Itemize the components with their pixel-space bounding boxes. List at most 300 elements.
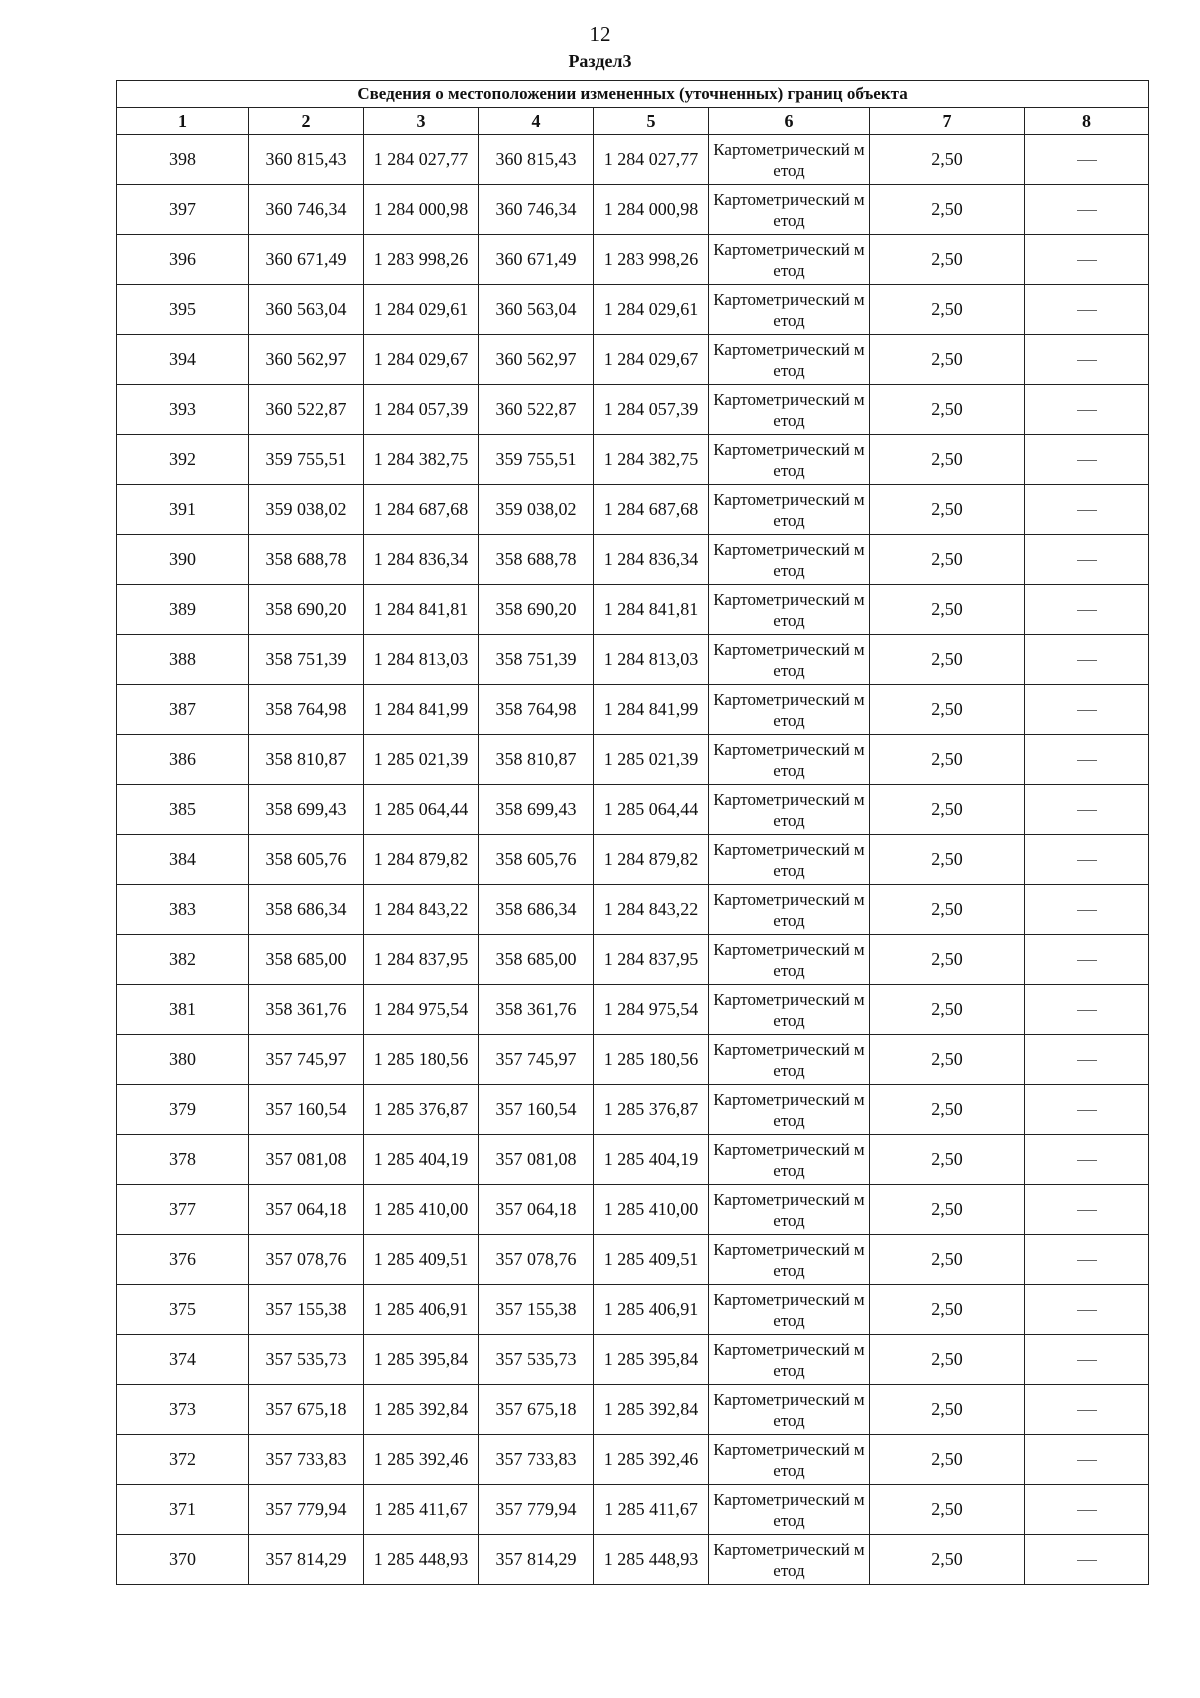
old-y-cell: 1 285 392,46 [364, 1435, 479, 1485]
method-cell: Картометрический метод [709, 1085, 870, 1135]
new-x-cell: 357 155,38 [479, 1285, 594, 1335]
old-x-cell: 358 605,76 [249, 835, 364, 885]
old-y-cell: 1 285 392,84 [364, 1385, 479, 1435]
new-x-cell: 357 675,18 [479, 1385, 594, 1435]
method-cell: Картометрический метод [709, 935, 870, 985]
table-row [117, 885, 1149, 935]
section-title: Раздел3 [568, 51, 632, 71]
table-row [117, 1135, 1149, 1185]
method-cell: Картометрический метод [709, 335, 870, 385]
column-header-row [117, 108, 1149, 135]
new-y-cell: 1 284 029,67 [594, 335, 709, 385]
old-x-cell: 357 675,18 [249, 1385, 364, 1435]
old-x-cell: 358 686,34 [249, 885, 364, 935]
new-x-cell: 358 699,43 [479, 785, 594, 835]
new-x-cell: 358 686,34 [479, 885, 594, 935]
accuracy-cell: 2,50 [870, 385, 1025, 435]
description-cell [1025, 235, 1149, 285]
new-y-cell: 1 285 064,44 [594, 785, 709, 835]
new-y-cell: 1 285 406,91 [594, 1285, 709, 1335]
old-x-cell: 358 751,39 [249, 635, 364, 685]
method-cell: Картометрический метод [709, 385, 870, 435]
table-row [117, 435, 1149, 485]
new-x-cell: 358 751,39 [479, 635, 594, 685]
accuracy-cell: 2,50 [870, 1035, 1025, 1085]
method-cell: Картометрический метод [709, 485, 870, 535]
old-y-cell: 1 285 064,44 [364, 785, 479, 835]
dash-mark [1077, 1360, 1097, 1361]
dash-mark [1077, 210, 1097, 211]
description-cell [1025, 785, 1149, 835]
dash-mark [1077, 810, 1097, 811]
new-x-cell: 358 685,00 [479, 935, 594, 985]
dash-mark [1077, 960, 1097, 961]
table-row [117, 785, 1149, 835]
column-header: 8 [1025, 108, 1149, 135]
dash-mark [1077, 610, 1097, 611]
new-y-cell: 1 284 879,82 [594, 835, 709, 885]
dash-mark [1077, 1310, 1097, 1311]
new-y-cell: 1 284 975,54 [594, 985, 709, 1035]
table-row [117, 485, 1149, 535]
accuracy-cell: 2,50 [870, 1185, 1025, 1235]
point-number-cell: 382 [117, 935, 249, 985]
table-row [117, 1435, 1149, 1485]
old-y-cell: 1 284 841,81 [364, 585, 479, 635]
new-y-cell: 1 285 410,00 [594, 1185, 709, 1235]
point-number-cell: 383 [117, 885, 249, 935]
accuracy-cell: 2,50 [870, 585, 1025, 635]
new-x-cell: 358 688,78 [479, 535, 594, 585]
dash-mark [1077, 1260, 1097, 1261]
new-y-cell: 1 285 392,46 [594, 1435, 709, 1485]
new-x-cell: 358 605,76 [479, 835, 594, 885]
old-x-cell: 359 038,02 [249, 485, 364, 535]
new-x-cell: 357 160,54 [479, 1085, 594, 1135]
accuracy-cell: 2,50 [870, 635, 1025, 685]
dash-mark [1077, 860, 1097, 861]
column-header: 1 [117, 108, 249, 135]
description-cell [1025, 385, 1149, 435]
point-number-cell: 385 [117, 785, 249, 835]
old-x-cell: 358 810,87 [249, 735, 364, 785]
column-header: 5 [594, 108, 709, 135]
new-x-cell: 358 361,76 [479, 985, 594, 1035]
method-cell: Картометрический метод [709, 435, 870, 485]
point-number-cell: 387 [117, 685, 249, 735]
dash-mark [1077, 360, 1097, 361]
old-y-cell: 1 284 687,68 [364, 485, 479, 535]
point-number-cell: 379 [117, 1085, 249, 1135]
method-cell: Картометрический метод [709, 885, 870, 935]
new-y-cell: 1 283 998,26 [594, 235, 709, 285]
new-y-cell: 1 284 687,68 [594, 485, 709, 535]
accuracy-cell: 2,50 [870, 235, 1025, 285]
description-cell [1025, 585, 1149, 635]
new-x-cell: 357 078,76 [479, 1235, 594, 1285]
old-y-cell: 1 284 837,95 [364, 935, 479, 985]
method-cell: Картометрический метод [709, 1185, 870, 1235]
point-number-cell: 396 [117, 235, 249, 285]
old-y-cell: 1 285 410,00 [364, 1185, 479, 1235]
table-row [117, 1535, 1149, 1585]
dash-mark [1077, 910, 1097, 911]
point-number-cell: 393 [117, 385, 249, 435]
old-y-cell: 1 285 411,67 [364, 1485, 479, 1535]
new-x-cell: 360 563,04 [479, 285, 594, 335]
table-row [117, 535, 1149, 585]
new-y-cell: 1 284 057,39 [594, 385, 709, 435]
table-caption: Сведения о местоположении измененных (уточненных) границ объекта [117, 81, 1149, 108]
description-cell [1025, 535, 1149, 585]
point-number-cell: 371 [117, 1485, 249, 1535]
description-cell [1025, 635, 1149, 685]
point-number-cell: 398 [117, 135, 249, 185]
old-x-cell: 358 699,43 [249, 785, 364, 835]
dash-mark [1077, 160, 1097, 161]
point-number-cell: 390 [117, 535, 249, 585]
old-y-cell: 1 285 404,19 [364, 1135, 479, 1185]
dash-mark [1077, 760, 1097, 761]
old-y-cell: 1 283 998,26 [364, 235, 479, 285]
point-number-cell: 392 [117, 435, 249, 485]
method-cell: Картометрический метод [709, 635, 870, 685]
column-header: 6 [709, 108, 870, 135]
point-number-cell: 377 [117, 1185, 249, 1235]
new-y-cell: 1 285 411,67 [594, 1485, 709, 1535]
table-row [117, 1185, 1149, 1235]
new-x-cell: 357 814,29 [479, 1535, 594, 1585]
old-x-cell: 357 779,94 [249, 1485, 364, 1535]
new-y-cell: 1 285 404,19 [594, 1135, 709, 1185]
point-number-cell: 381 [117, 985, 249, 1035]
table-row [117, 185, 1149, 235]
method-cell: Картометрический метод [709, 1135, 870, 1185]
table-row [117, 635, 1149, 685]
new-y-cell: 1 284 813,03 [594, 635, 709, 685]
old-x-cell: 360 815,43 [249, 135, 364, 185]
description-cell [1025, 1185, 1149, 1235]
accuracy-cell: 2,50 [870, 735, 1025, 785]
point-number-cell: 372 [117, 1435, 249, 1485]
new-y-cell: 1 284 843,22 [594, 885, 709, 935]
table-row [117, 335, 1149, 385]
old-x-cell: 358 361,76 [249, 985, 364, 1035]
new-x-cell: 358 764,98 [479, 685, 594, 735]
point-number-cell: 374 [117, 1335, 249, 1385]
table-row [117, 935, 1149, 985]
new-x-cell: 360 522,87 [479, 385, 594, 435]
point-number-cell: 395 [117, 285, 249, 335]
point-number-cell: 384 [117, 835, 249, 885]
dash-mark [1077, 1560, 1097, 1561]
new-x-cell: 357 733,83 [479, 1435, 594, 1485]
new-y-cell: 1 284 382,75 [594, 435, 709, 485]
dash-mark [1077, 1010, 1097, 1011]
dash-mark [1077, 560, 1097, 561]
new-x-cell: 357 779,94 [479, 1485, 594, 1535]
old-y-cell: 1 284 057,39 [364, 385, 479, 435]
old-y-cell: 1 284 879,82 [364, 835, 479, 885]
method-cell: Картометрический метод [709, 735, 870, 785]
description-cell [1025, 285, 1149, 335]
accuracy-cell: 2,50 [870, 1235, 1025, 1285]
accuracy-cell: 2,50 [870, 785, 1025, 835]
old-y-cell: 1 285 409,51 [364, 1235, 479, 1285]
dash-mark [1077, 460, 1097, 461]
accuracy-cell: 2,50 [870, 835, 1025, 885]
accuracy-cell: 2,50 [870, 1435, 1025, 1485]
point-number-cell: 391 [117, 485, 249, 535]
point-number-cell: 376 [117, 1235, 249, 1285]
table-row [117, 1085, 1149, 1135]
old-y-cell: 1 285 448,93 [364, 1535, 479, 1585]
method-cell: Картометрический метод [709, 985, 870, 1035]
point-number-cell: 388 [117, 635, 249, 685]
table-row [117, 685, 1149, 735]
old-y-cell: 1 285 376,87 [364, 1085, 479, 1135]
dash-mark [1077, 310, 1097, 311]
old-x-cell: 357 733,83 [249, 1435, 364, 1485]
table-row [117, 835, 1149, 885]
method-cell: Картометрический метод [709, 785, 870, 835]
description-cell [1025, 1135, 1149, 1185]
old-y-cell: 1 284 029,61 [364, 285, 479, 335]
old-x-cell: 357 081,08 [249, 1135, 364, 1185]
new-x-cell: 360 746,34 [479, 185, 594, 235]
new-y-cell: 1 285 180,56 [594, 1035, 709, 1085]
table-row [117, 985, 1149, 1035]
description-cell [1025, 1085, 1149, 1135]
description-cell [1025, 935, 1149, 985]
dash-mark [1077, 1110, 1097, 1111]
point-number-cell: 378 [117, 1135, 249, 1185]
old-y-cell: 1 284 813,03 [364, 635, 479, 685]
accuracy-cell: 2,50 [870, 935, 1025, 985]
column-header: 7 [870, 108, 1025, 135]
description-cell [1025, 835, 1149, 885]
description-cell [1025, 1285, 1149, 1335]
accuracy-cell: 2,50 [870, 535, 1025, 585]
dash-mark [1077, 1060, 1097, 1061]
table-row [117, 1335, 1149, 1385]
new-y-cell: 1 284 837,95 [594, 935, 709, 985]
accuracy-cell: 2,50 [870, 1535, 1025, 1585]
method-cell: Картометрический метод [709, 1385, 870, 1435]
description-cell [1025, 1335, 1149, 1385]
dash-mark [1077, 1460, 1097, 1461]
new-x-cell: 359 755,51 [479, 435, 594, 485]
point-number-cell: 373 [117, 1385, 249, 1435]
old-x-cell: 357 155,38 [249, 1285, 364, 1335]
description-cell [1025, 435, 1149, 485]
page-number: 12 [589, 22, 611, 46]
new-y-cell: 1 285 448,93 [594, 1535, 709, 1585]
new-x-cell: 358 810,87 [479, 735, 594, 785]
new-y-cell: 1 285 021,39 [594, 735, 709, 785]
method-cell: Картометрический метод [709, 1335, 870, 1385]
old-x-cell: 360 671,49 [249, 235, 364, 285]
coordinates-table [116, 80, 1149, 1585]
new-x-cell: 360 671,49 [479, 235, 594, 285]
old-x-cell: 357 745,97 [249, 1035, 364, 1085]
point-number-cell: 370 [117, 1535, 249, 1585]
old-x-cell: 358 688,78 [249, 535, 364, 585]
accuracy-cell: 2,50 [870, 335, 1025, 385]
old-x-cell: 357 064,18 [249, 1185, 364, 1235]
point-number-cell: 397 [117, 185, 249, 235]
old-y-cell: 1 285 395,84 [364, 1335, 479, 1385]
old-x-cell: 357 535,73 [249, 1335, 364, 1385]
point-number-cell: 394 [117, 335, 249, 385]
new-x-cell: 357 064,18 [479, 1185, 594, 1235]
old-y-cell: 1 284 975,54 [364, 985, 479, 1035]
table-row [117, 1235, 1149, 1285]
old-y-cell: 1 285 021,39 [364, 735, 479, 785]
table-body [117, 135, 1149, 1585]
method-cell: Картометрический метод [709, 1485, 870, 1535]
method-cell: Картометрический метод [709, 185, 870, 235]
point-number-cell: 380 [117, 1035, 249, 1085]
description-cell [1025, 685, 1149, 735]
description-cell [1025, 1035, 1149, 1085]
new-x-cell: 358 690,20 [479, 585, 594, 635]
table-row [117, 1285, 1149, 1335]
accuracy-cell: 2,50 [870, 885, 1025, 935]
dash-mark [1077, 660, 1097, 661]
new-y-cell: 1 285 392,84 [594, 1385, 709, 1435]
method-cell: Картометрический метод [709, 285, 870, 335]
old-y-cell: 1 284 843,22 [364, 885, 479, 935]
new-y-cell: 1 285 395,84 [594, 1335, 709, 1385]
table-row [117, 235, 1149, 285]
description-cell [1025, 135, 1149, 185]
old-x-cell: 360 746,34 [249, 185, 364, 235]
old-y-cell: 1 284 841,99 [364, 685, 479, 735]
table-row [117, 1385, 1149, 1435]
old-y-cell: 1 284 836,34 [364, 535, 479, 585]
accuracy-cell: 2,50 [870, 285, 1025, 335]
method-cell: Картометрический метод [709, 235, 870, 285]
accuracy-cell: 2,50 [870, 685, 1025, 735]
method-cell: Картометрический метод [709, 1435, 870, 1485]
new-x-cell: 357 535,73 [479, 1335, 594, 1385]
method-cell: Картометрический метод [709, 1035, 870, 1085]
new-y-cell: 1 285 376,87 [594, 1085, 709, 1135]
old-y-cell: 1 284 382,75 [364, 435, 479, 485]
dash-mark [1077, 1510, 1097, 1511]
dash-mark [1077, 1210, 1097, 1211]
new-y-cell: 1 285 409,51 [594, 1235, 709, 1285]
old-y-cell: 1 284 027,77 [364, 135, 479, 185]
new-x-cell: 359 038,02 [479, 485, 594, 535]
old-x-cell: 357 814,29 [249, 1535, 364, 1585]
new-y-cell: 1 284 841,99 [594, 685, 709, 735]
method-cell: Картометрический метод [709, 835, 870, 885]
new-x-cell: 357 745,97 [479, 1035, 594, 1085]
method-cell: Картометрический метод [709, 1235, 870, 1285]
accuracy-cell: 2,50 [870, 1335, 1025, 1385]
new-x-cell: 360 815,43 [479, 135, 594, 185]
dash-mark [1077, 1410, 1097, 1411]
dash-mark [1077, 710, 1097, 711]
table-row [117, 735, 1149, 785]
column-header: 3 [364, 108, 479, 135]
accuracy-cell: 2,50 [870, 1285, 1025, 1335]
method-cell: Картометрический метод [709, 135, 870, 185]
old-x-cell: 360 522,87 [249, 385, 364, 435]
old-x-cell: 357 160,54 [249, 1085, 364, 1135]
method-cell: Картометрический метод [709, 1535, 870, 1585]
new-y-cell: 1 284 029,61 [594, 285, 709, 335]
dash-mark [1077, 1160, 1097, 1161]
old-x-cell: 360 562,97 [249, 335, 364, 385]
accuracy-cell: 2,50 [870, 435, 1025, 485]
accuracy-cell: 2,50 [870, 1085, 1025, 1135]
new-y-cell: 1 284 027,77 [594, 135, 709, 185]
old-x-cell: 358 685,00 [249, 935, 364, 985]
method-cell: Картометрический метод [709, 1285, 870, 1335]
new-x-cell: 360 562,97 [479, 335, 594, 385]
dash-mark [1077, 510, 1097, 511]
method-cell: Картометрический метод [709, 535, 870, 585]
table-row [117, 285, 1149, 335]
point-number-cell: 389 [117, 585, 249, 635]
new-y-cell: 1 284 836,34 [594, 535, 709, 585]
table-row [117, 385, 1149, 435]
description-cell [1025, 1435, 1149, 1485]
description-cell [1025, 1235, 1149, 1285]
old-y-cell: 1 285 180,56 [364, 1035, 479, 1085]
old-x-cell: 360 563,04 [249, 285, 364, 335]
table-caption-row [117, 81, 1149, 108]
old-x-cell: 358 764,98 [249, 685, 364, 735]
method-cell: Картометрический метод [709, 585, 870, 635]
new-y-cell: 1 284 841,81 [594, 585, 709, 635]
accuracy-cell: 2,50 [870, 1485, 1025, 1535]
description-cell [1025, 185, 1149, 235]
description-cell [1025, 985, 1149, 1035]
dash-mark [1077, 260, 1097, 261]
old-x-cell: 357 078,76 [249, 1235, 364, 1285]
old-y-cell: 1 284 000,98 [364, 185, 479, 235]
old-y-cell: 1 284 029,67 [364, 335, 479, 385]
point-number-cell: 386 [117, 735, 249, 785]
column-header: 4 [479, 108, 594, 135]
accuracy-cell: 2,50 [870, 185, 1025, 235]
point-number-cell: 375 [117, 1285, 249, 1335]
method-cell: Картометрический метод [709, 685, 870, 735]
description-cell [1025, 1385, 1149, 1435]
table-row [117, 585, 1149, 635]
table-row [117, 1035, 1149, 1085]
description-cell [1025, 335, 1149, 385]
accuracy-cell: 2,50 [870, 1135, 1025, 1185]
accuracy-cell: 2,50 [870, 1385, 1025, 1435]
column-header: 2 [249, 108, 364, 135]
accuracy-cell: 2,50 [870, 135, 1025, 185]
table-row [117, 135, 1149, 185]
new-y-cell: 1 284 000,98 [594, 185, 709, 235]
old-x-cell: 359 755,51 [249, 435, 364, 485]
description-cell [1025, 885, 1149, 935]
accuracy-cell: 2,50 [870, 985, 1025, 1035]
accuracy-cell: 2,50 [870, 485, 1025, 535]
old-y-cell: 1 285 406,91 [364, 1285, 479, 1335]
description-cell [1025, 1485, 1149, 1535]
new-x-cell: 357 081,08 [479, 1135, 594, 1185]
old-x-cell: 358 690,20 [249, 585, 364, 635]
